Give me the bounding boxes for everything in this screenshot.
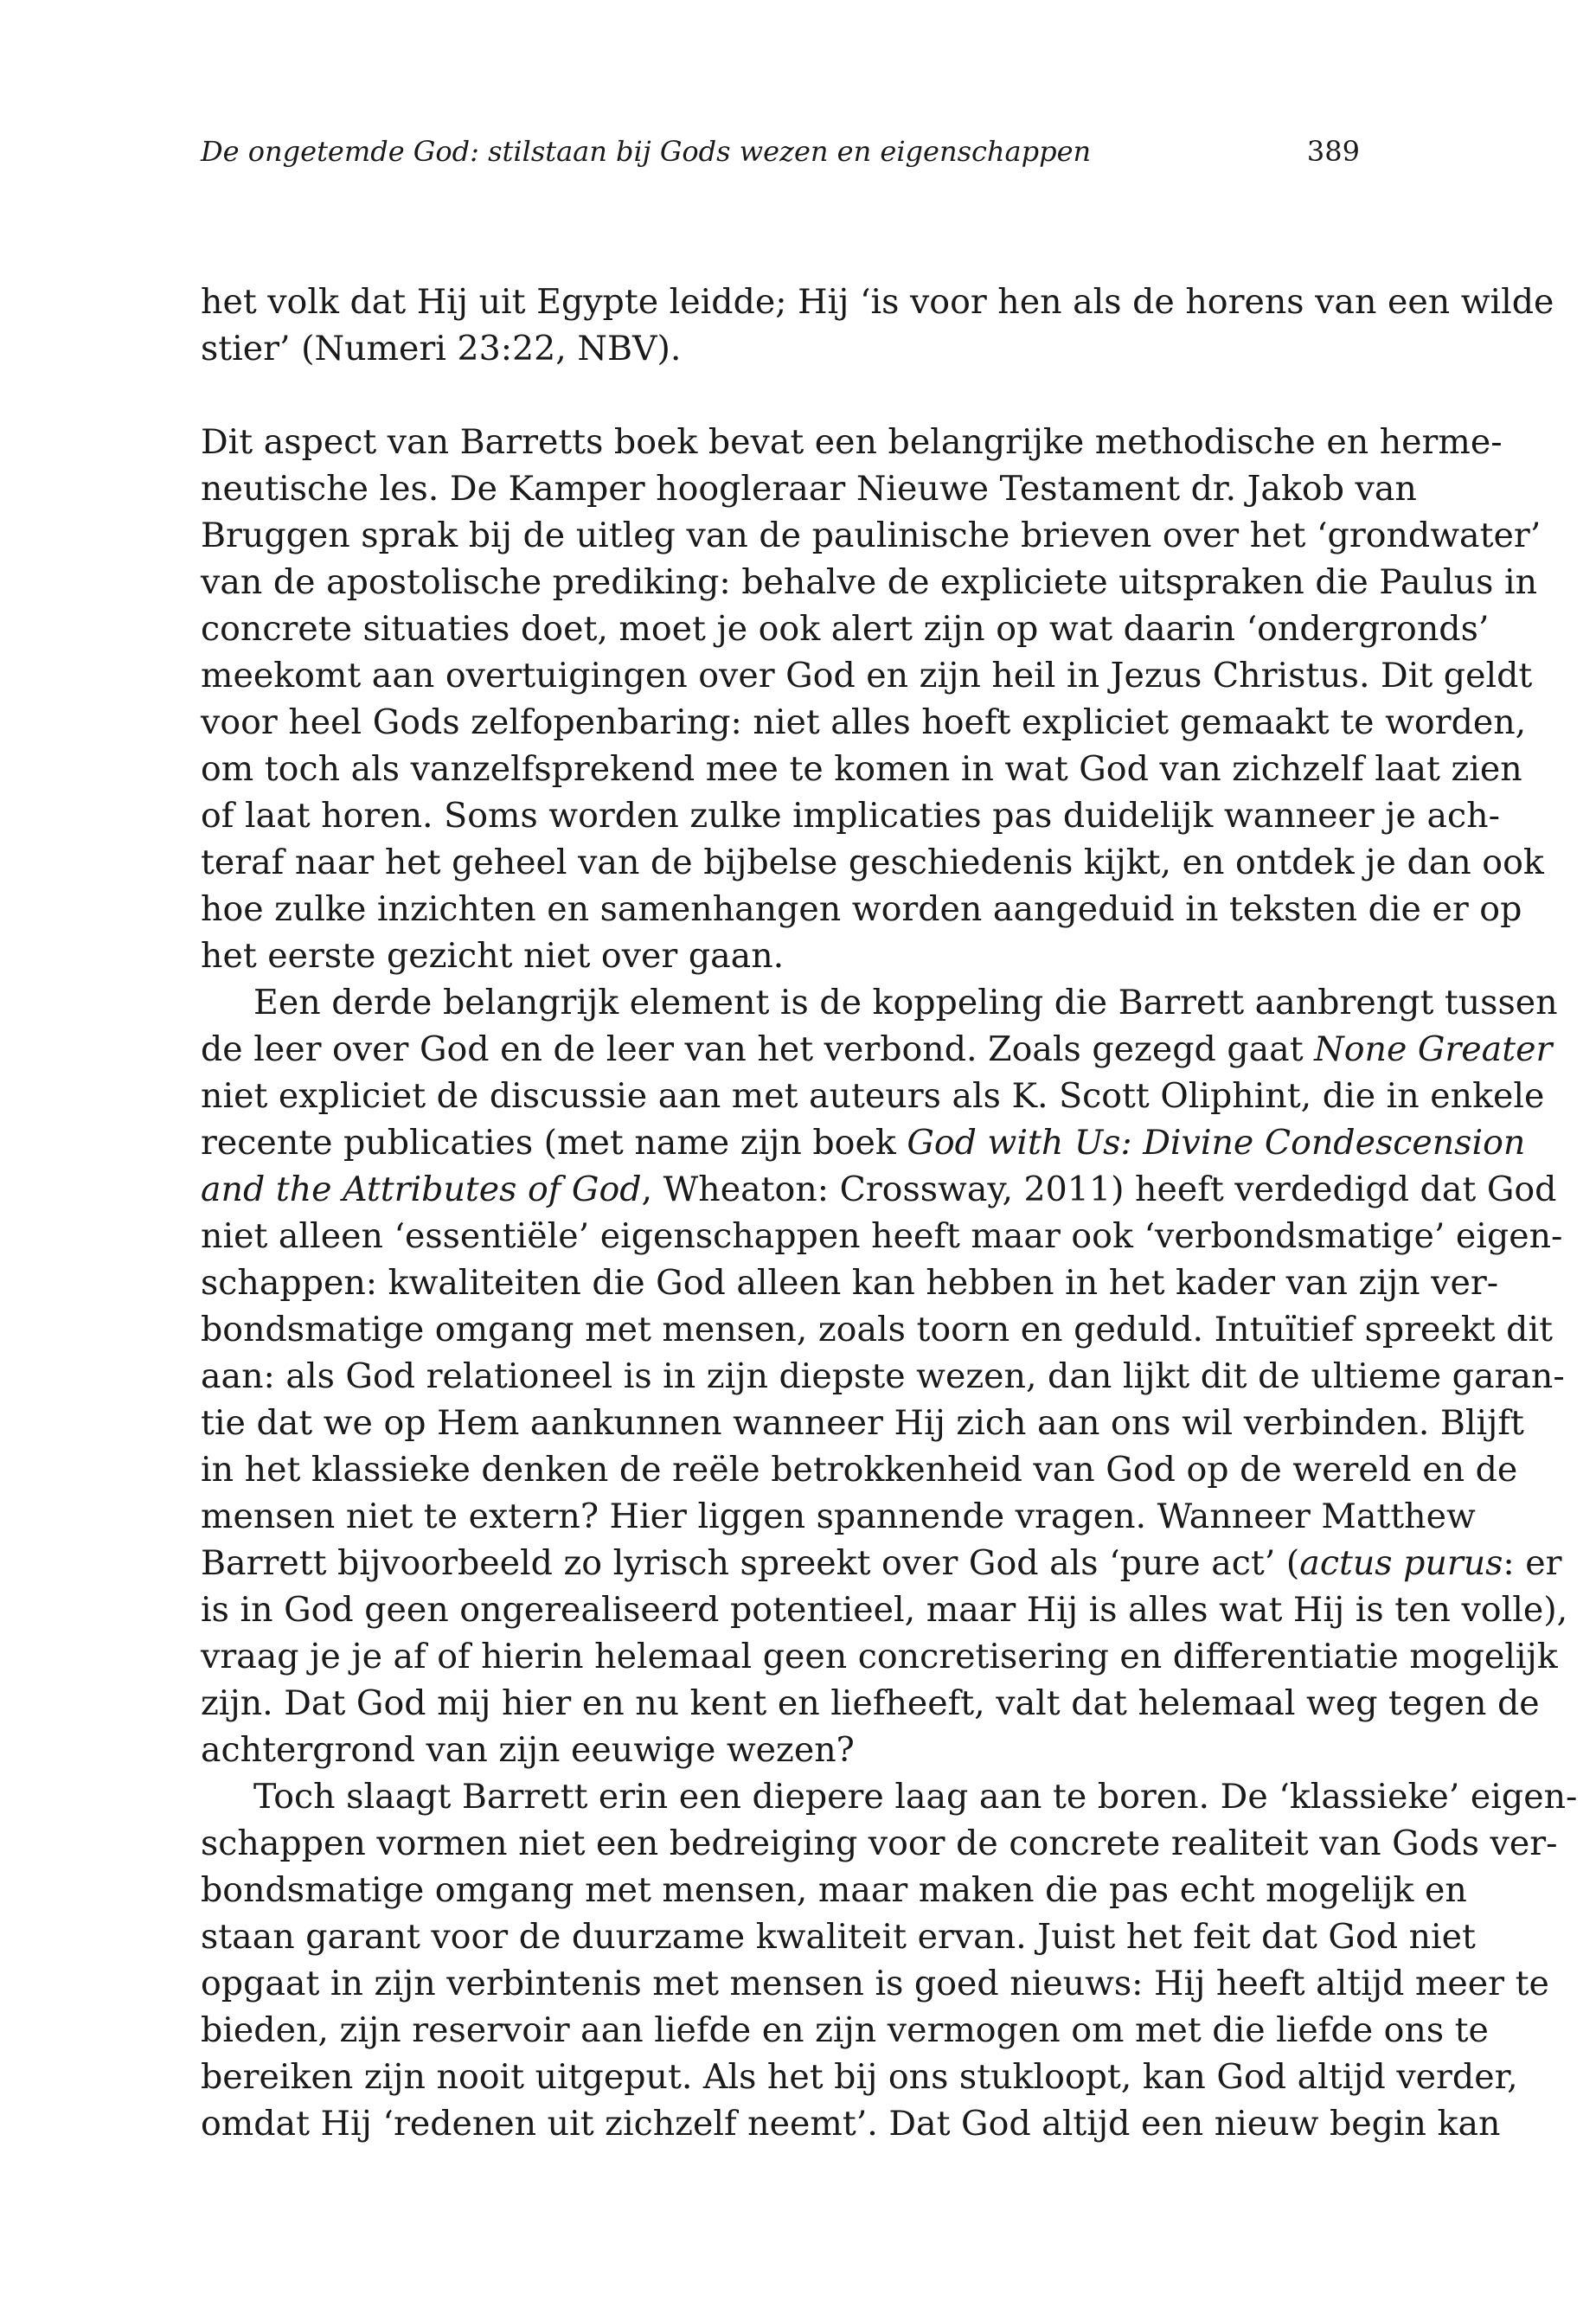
text-line: Een derde belangrijk element is de koppeling die Barrett aanbrengt tussen: [253, 983, 1558, 1022]
latin-term: actus purus: [1299, 1543, 1503, 1583]
text-line: opgaat in zijn verbintenis met mensen is goed nieuws: Hij heeft altijd meer te: [201, 1964, 1549, 2003]
text-line: bondsmatige omgang met mensen, maar maken die pas echt mogelijk en: [201, 1870, 1467, 1910]
text-line: het eerste gezicht niet over gaan.: [201, 936, 785, 976]
section-gap: [201, 372, 1360, 419]
paragraph-3: [201, 979, 1568, 1773]
paragraph-4: [201, 1773, 1578, 2147]
text-line: omdat Hij ‘redenen uit zichzelf neemt’. Dat God altijd een nieuw begin kan: [201, 2104, 1501, 2144]
text-line: is in God geen ongerealiseerd potentieel, maar Hij is alles wat Hij is ten volle),: [201, 1590, 1568, 1630]
text-line: het volk dat Hij uit Egypte leidde; Hij ‘is voor hen als de horens van een wilde: [201, 282, 1554, 322]
text-line: [201, 1540, 1562, 1586]
book-title: and the Attributes of God: [201, 1170, 642, 1209]
text-line: of laat horen. Soms worden zulke implicaties pas duidelijk wanneer je ach-: [201, 796, 1500, 836]
text-line: in het klassieke denken de reële betrokkenheid van God op de wereld en de: [201, 1450, 1518, 1490]
text-line: vraag je je af of hierin helemaal geen concretisering en differentiatie mogelijk: [201, 1637, 1558, 1676]
text-line: Bruggen sprak bij de uitleg van de paulinische brieven over het ‘grondwater’: [201, 516, 1542, 555]
text-line: schappen: kwaliteiten die God alleen kan hebben in het kader van zijn ver-: [201, 1263, 1499, 1303]
text-run: de leer over God en de leer van het verbond. Zoals gezegd gaat: [201, 1029, 1315, 1069]
text-run: Barrett bijvoorbeeld zo lyrisch spreekt over God als ‘pure act’ (: [201, 1543, 1300, 1583]
running-head: [201, 135, 1360, 183]
book-title: None Greater: [1314, 1029, 1553, 1069]
text-line: meekomt aan overtuigingen over God en zijn heil in Jezus Christus. Dit geldt: [201, 656, 1533, 695]
text-line: om toch als vanzelfsprekend mee te komen in wat God van zichzelf laat zien: [201, 749, 1522, 789]
text-line: bieden, zijn reservoir aan liefde en zijn vermogen om met die liefde ons te: [201, 2010, 1489, 2050]
text-line: zijn. Dat God mij hier en nu kent en liefheeft, valt dat helemaal weg tegen de: [201, 1683, 1540, 1723]
text-line: bereiken zijn nooit uitgeput. Als het bij ons stukloopt, kan God altijd verder,: [201, 2057, 1518, 2097]
text-line: achtergrond van zijn eeuwige wezen?: [201, 1730, 855, 1770]
text-line: stier’ (Numeri 23:22, NBV).: [201, 329, 682, 369]
text-run: , Wheaton: Crossway, 2011) heeft verdedigd dat God: [641, 1170, 1557, 1209]
text-line: staan garant voor de duurzame kwaliteit ervan. Juist het feit dat God niet: [201, 1917, 1476, 1957]
text-line: tie dat we op Hem aankunnen wanneer Hij zich aan ons wil verbinden. Blijft: [201, 1403, 1524, 1443]
text-line: concrete situaties doet, moet je ook alert zijn op wat daarin ‘ondergronds’: [201, 609, 1490, 649]
text-run: recente publicaties (met name zijn boek: [201, 1123, 907, 1163]
text-line: niet expliciet de discussie aan met auteurs als K. Scott Oliphint, die in enkele: [201, 1076, 1545, 1116]
text-line: hoe zulke inzichten en samenhangen worden aangeduid in teksten die er op: [201, 889, 1522, 929]
page-body: [201, 279, 1578, 2147]
paragraph-1: [201, 279, 1554, 372]
text-line: niet alleen ‘essentiële’ eigenschappen heeft maar ook ‘verbondsmatige’ eigen-: [201, 1216, 1563, 1256]
text-line: aan: als God relationeel is in zijn diepste wezen, dan lijkt dit de ultieme garan-: [201, 1356, 1565, 1396]
text-line: mensen niet te extern? Hier liggen spannende vragen. Wanneer Matthew: [201, 1497, 1476, 1536]
text-line: van de apostolische prediking: behalve de expliciete uitspraken die Paulus in: [201, 562, 1538, 602]
text-line: neutische les. De Kamper hoogleraar Nieuwe Testament dr. Jakob van: [201, 469, 1417, 509]
text-line: [201, 1026, 1553, 1073]
text-line: voor heel Gods zelfopenbaring: niet alles hoeft expliciet gemaakt te worden,: [201, 702, 1527, 742]
text-line: teraf naar het geheel van de bijbelse geschiedenis kijkt, en ontdek je dan ook: [201, 843, 1544, 882]
text-line: [201, 1166, 1557, 1213]
text-line: Toch slaagt Barrett erin een diepere laag aan te boren. De ‘klassieke’ eigen-: [253, 1777, 1578, 1817]
running-title: De ongetemde God: stilstaan bij Gods wezen en eigenschappen: [201, 135, 1092, 168]
text-run: : er: [1503, 1543, 1562, 1583]
page-number: 389: [1306, 135, 1360, 168]
text-line: schappen vormen niet een bedreiging voor de concrete realiteit van Gods ver-: [201, 1823, 1558, 1863]
paragraph-2: [201, 419, 1544, 979]
text-line: [201, 1119, 1526, 1166]
text-line: bondsmatige omgang met mensen, zoals toorn en geduld. Intuïtief spreekt dit: [201, 1310, 1553, 1349]
book-title: God with Us: Divine Condescension: [907, 1123, 1526, 1163]
text-line: Dit aspect van Barretts boek bevat een belangrijke methodische en herme-: [201, 422, 1503, 462]
